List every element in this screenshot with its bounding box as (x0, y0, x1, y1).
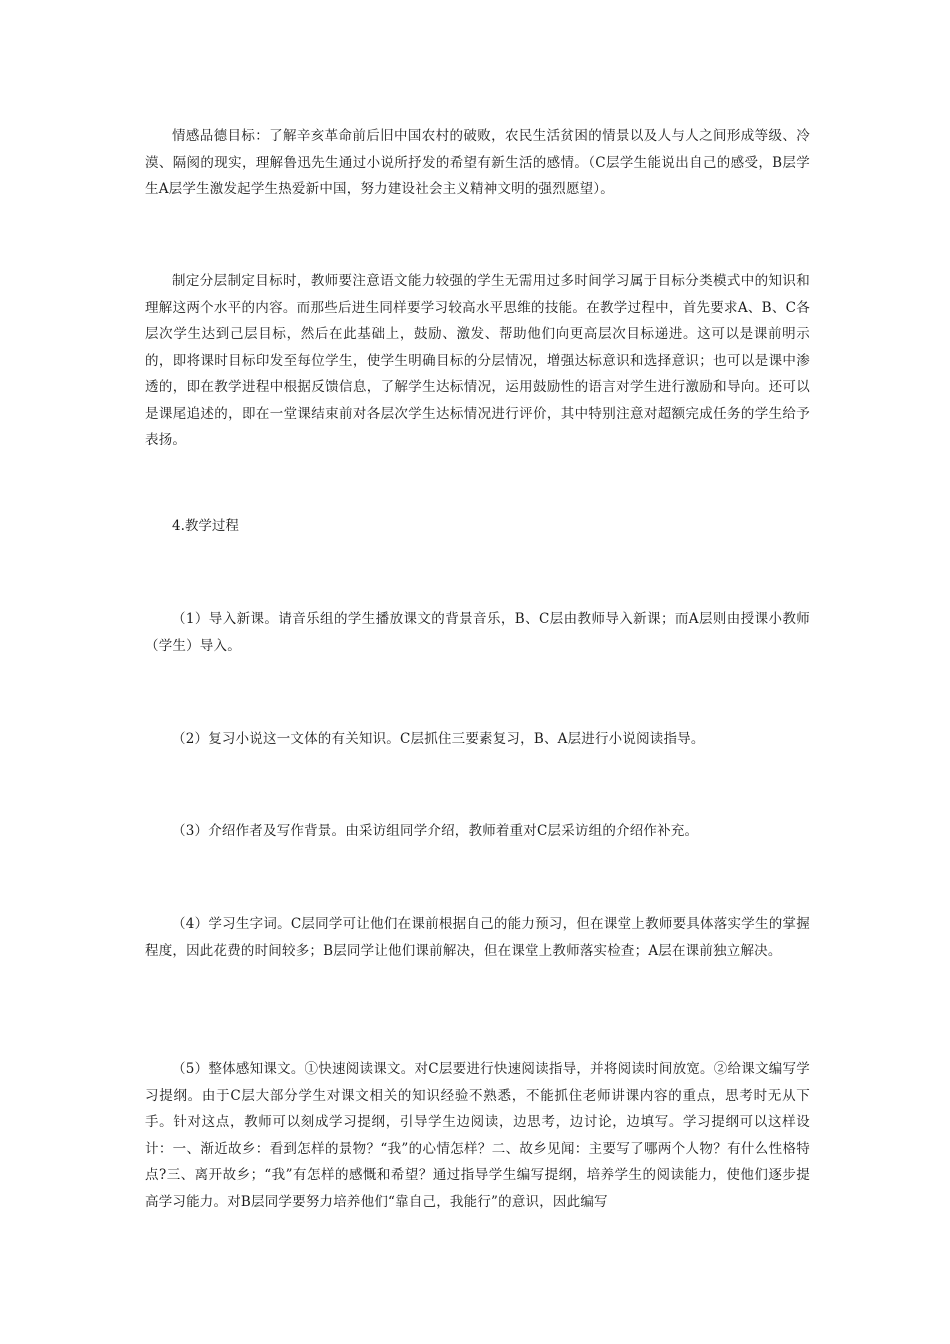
paragraph-step-1-intro: （1）导入新课。请音乐组的学生播放课文的背景音乐，B、C层由教师导入新课；而A层则由授课小教师（学生）导入。 (145, 611, 810, 654)
section-heading-teaching-process: 4.教学过程 (172, 518, 239, 534)
paragraph-step-4-vocabulary: （4）学习生字词。C层同学可让他们在课前根据自己的能力预习，但在课堂上教师要具体落实学生的掌握程度，因此花费的时间较多；B层同学让他们课前解决，但在课堂上教师落实检查；A层在课前独立解决。 (145, 916, 810, 959)
paragraph-step-5-overview: （5）整体感知课文。①快速阅读课文。对C层要进行快速阅读指导，并将阅读时间放宽。②给课文编写学习提纲。由于C层大部分学生对课文相关的知识经验不熟悉，不能抓住老师讲课内容的重点，思考时无从下手。针对这点，教师可以刻成学习提纲，引导学生边阅读，边思考，边讨论，边填写。学习提纲可以这样设计：一、渐近故乡：看到怎样的景物？“我”的心情怎样？二、故乡见闻：主要写了哪两个人物？有什么性格特点?三、离开故乡；“我”有怎样的感慨和希望？通过指导学生编写提纲，培养学生的阅读能力，使他们逐步提高学习能力。对B层同学要努力培养他们“靠自己，我能行”的意识，因此编写 (145, 1061, 810, 1210)
paragraph-step-2-review: （2）复习小说这一文体的有关知识。C层抓住三要素复习，B、A层进行小说阅读指导。 (172, 731, 705, 747)
paragraph-step-3-author: （3）介绍作者及写作背景。由采访组同学介绍，教师着重对C层采访组的介绍作补充。 (172, 823, 699, 839)
paragraph-layered-goals: 制定分层制定目标时，教师要注意语文能力较强的学生无需用过多时间学习属于目标分类模式中的知识和理解这两个水平的内容。而那些后进生同样要学习较高水平思维的技能。在教学过程中，首先要求A、B、C各层次学生达到己层目标，然后在此基础上，鼓励、激发、帮助他们向更高层次目标递进。这可以是课前明示的，即将课时目标印发至每位学生，使学生明确目标的分层情况，增强达标意识和选择意识；也可以是课中渗透的，即在教学进程中根据反馈信息，了解学生达标情况，运用鼓励性的语言对学生进行激励和导向。还可以是课尾追述的，即在一堂课结束前对各层次学生达标情况进行评价，其中特别注意对超额完成任务的学生给予表扬。 (145, 273, 810, 448)
paragraph-emotional-goal: 情感品德目标：了解辛亥革命前后旧中国农村的破败，农民生活贫困的情景以及人与人之间形成等级、冷漠、隔阂的现实，理解鲁迅先生通过小说所抒发的希望有新生活的感情。（C层学生能说出自己的感受，B层学生A层学生激发起学生热爱新中国，努力建设社会主义精神文明的强烈愿望）。 (145, 128, 810, 197)
